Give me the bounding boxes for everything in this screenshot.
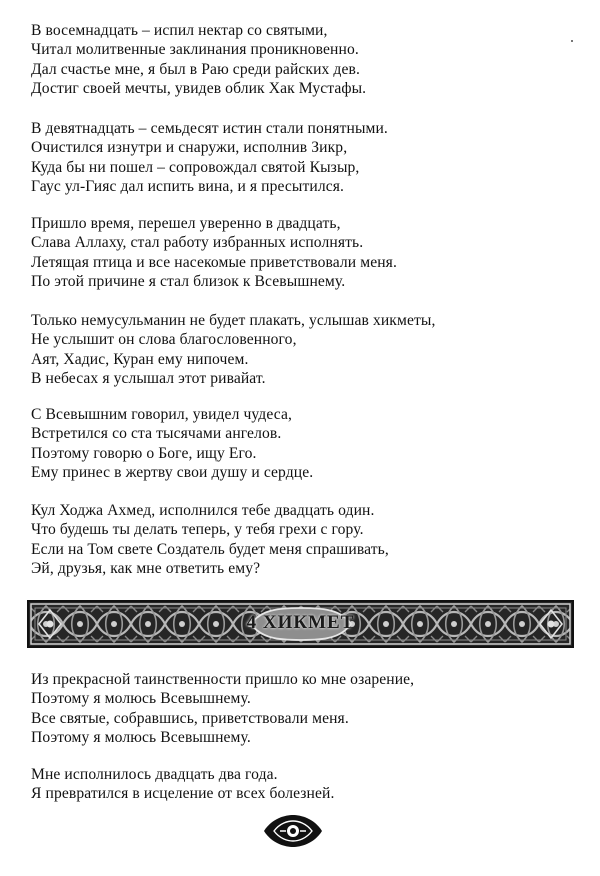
- stanza-6: [31, 501, 571, 578]
- stanza-7: [31, 670, 571, 747]
- verse-line: Поэтому я молюсь Всевышнему.: [31, 690, 251, 708]
- verse-line: Дал счастье мне, я был в Раю среди райских дев.: [31, 60, 360, 78]
- verse-line: В восемнадцать – испил нектар со святыми,: [31, 22, 328, 39]
- page-ornament: [262, 812, 324, 850]
- verse-line: Читал молитвенные заклинания проникновенно.: [31, 41, 359, 59]
- verse-line: Не услышит он слова благословенного,: [31, 331, 297, 349]
- verse-line: Мне исполнилось двадцать два года.: [31, 766, 278, 783]
- stanza-2: [31, 119, 571, 196]
- verse-line: С Всевышним говорил, увидел чудеса,: [31, 406, 292, 423]
- verse-line: Кул Ходжа Ахмед, исполнился тебе двадцать один.: [31, 502, 375, 519]
- verse-line: По этой причине я стал близок к Всевышнему.: [31, 272, 346, 290]
- verse-line: Летящая птица и все насекомые приветствовали меня.: [31, 253, 397, 271]
- verse-line: Только немусульманин не будет плакать, услышав хикметы,: [31, 312, 436, 329]
- verse-line: Поэтому говорю о Боге, ищу Его.: [31, 444, 257, 462]
- stanza-3: [31, 214, 571, 291]
- verse-line: Встретился со ста тысячами ангелов.: [31, 425, 282, 443]
- verse-line: Куда бы ни пошел – сопровождал святой Кызыр,: [31, 158, 360, 176]
- verse-line: В девятнадцать – семьдесят истин стали понятными.: [31, 120, 388, 137]
- verse-line: Пришло время, перешел уверенно в двадцать,: [31, 215, 341, 232]
- verse-line: Слава Аллаху, стал работу избранных исполнять.: [31, 234, 364, 252]
- stanza-4: [31, 311, 571, 388]
- verse-line: Гаус ул-Гияс дал испить вина, и я пресытился.: [31, 177, 345, 195]
- verse-line: Ему принес в жертву свои душу и сердце.: [31, 463, 314, 481]
- stanza-5: [31, 405, 571, 482]
- verse-line: Если на Том свете Создатель будет меня спрашивать,: [31, 540, 389, 558]
- verse-line: Эй, друзья, как мне ответить ему?: [31, 559, 261, 577]
- stanza-8: [31, 765, 571, 804]
- verse-line: Поэтому я молюсь Всевышнему.: [31, 728, 251, 746]
- stanza-1: [31, 21, 571, 98]
- section-banner: [27, 600, 574, 648]
- section-title: 4 ХИКМЕТ: [246, 612, 355, 633]
- verse-line: Из прекрасной таинственности пришло ко мне озарение,: [31, 671, 415, 688]
- verse-line: Все святые, собравшись, приветствовали меня.: [31, 709, 349, 727]
- verse-line: Аят, Хадис, Куран ему нипочем.: [31, 350, 249, 368]
- verse-line: В небесах я услышал этот ривайат.: [31, 369, 266, 387]
- verse-line: Я превратился в исцеление от всех болезней.: [31, 785, 335, 803]
- verse-line: Очистился изнутри и снаружи, исполнив Зикр,: [31, 139, 348, 157]
- verse-line: Достиг своей мечты, увидев облик Хак Мустафы.: [31, 79, 367, 97]
- verse-line: Что будешь ты делать теперь, у тебя грехи с гору.: [31, 521, 364, 539]
- print-speck: [571, 40, 573, 42]
